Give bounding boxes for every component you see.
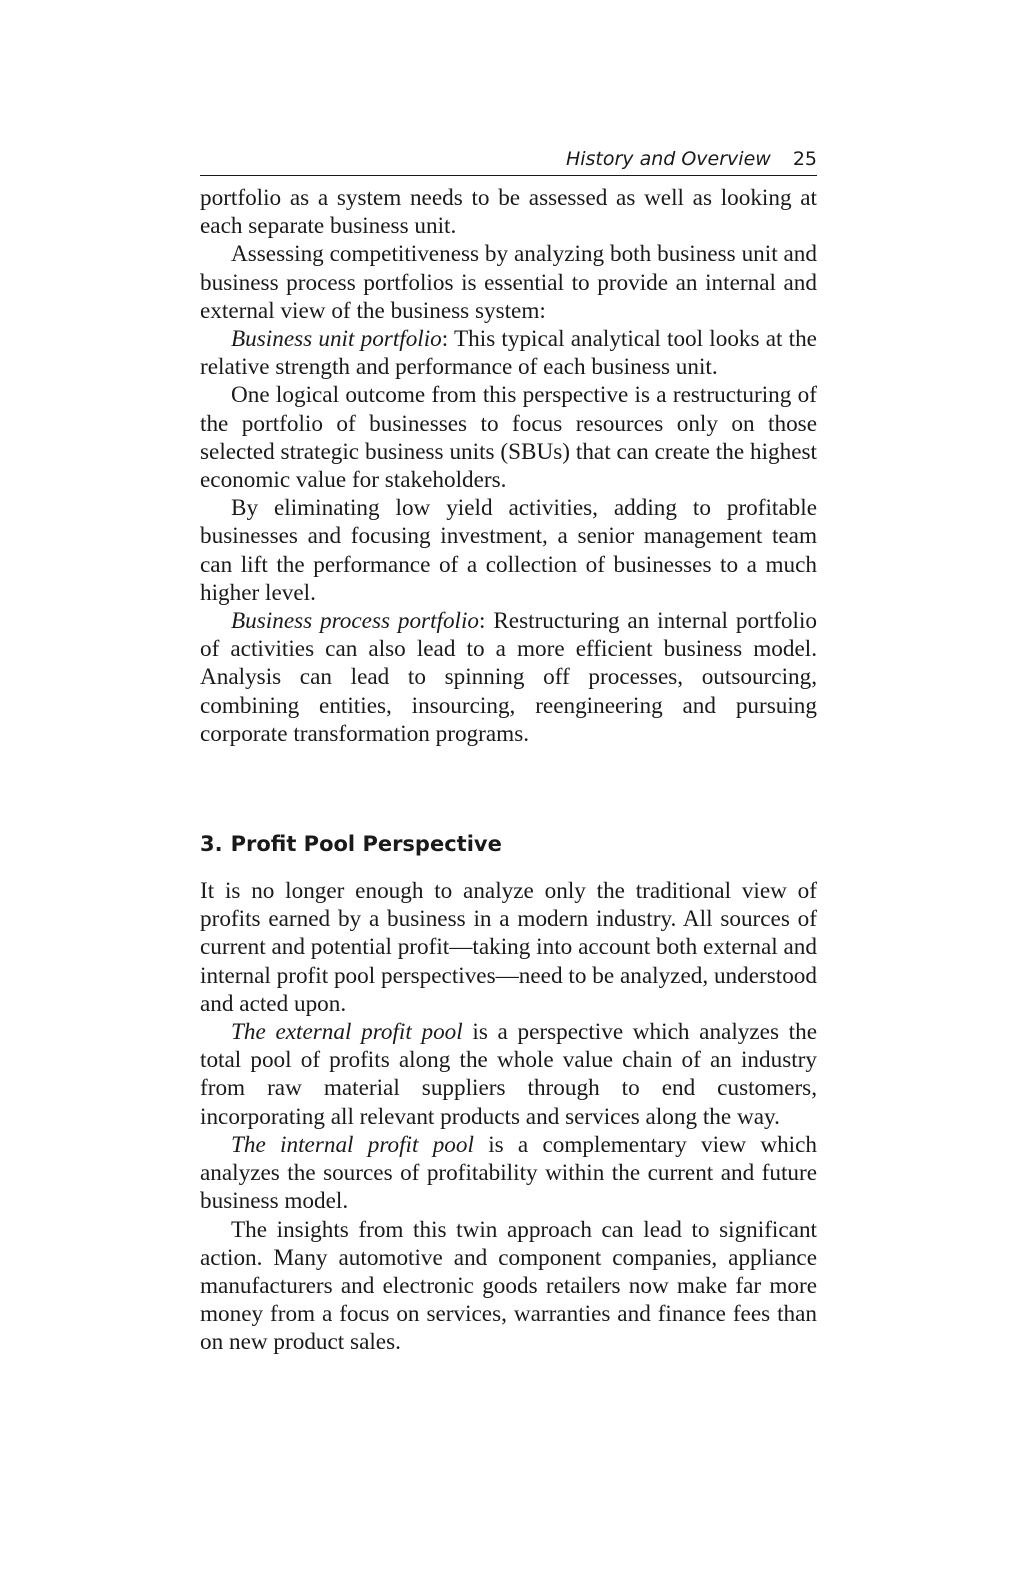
body-text-section-two xyxy=(200,877,817,1356)
paragraph: portfolio as a system needs to be assessed as well as looking at each separate business unit. xyxy=(200,185,817,240)
term-internal-profit-pool: The internal profit pool xyxy=(231,1131,474,1158)
section-heading xyxy=(200,832,817,856)
book-page xyxy=(200,148,817,1357)
paragraph: One logical outcome from this perspective is a restructuring of the portfolio of businesses to focus resources only on those selected strategic business units (SBUs) that can create the highest economic value for stakeholders. xyxy=(200,382,817,494)
running-header xyxy=(200,148,817,176)
paragraph: Business unit portfolio: This typical analytical tool looks at the relative strength and performance of each business unit. xyxy=(200,326,817,381)
section-number: 3. xyxy=(200,832,223,857)
paragraph: Business process portfolio: Restructuring an internal portfolio of activities can also lead to a more efficient business model. Analysis can lead to spinning off processes, outsourcing, combining entities, insourcing, reengineering and pursuing corporate transformation programs. xyxy=(200,608,817,747)
paragraph: It is no longer enough to analyze only the traditional view of profits earned by a business in a modern industry. All sources of current and potential profit—taking into account both external and internal profit pool perspectives—need to be analyzed, understood and acted upon. xyxy=(200,878,817,1017)
term-business-process-portfolio: Business process portfolio xyxy=(231,608,480,635)
section-title: Profit Pool Perspective xyxy=(230,832,502,857)
paragraph: Assessing competitiveness by analyzing both business unit and business process portfolios is essential to provide an internal and external view of the business system: xyxy=(200,241,817,324)
paragraph: By eliminating low yield activities, adding to profitable businesses and focusing investment, a senior management team can lift the performance of a collection of businesses to a much higher level. xyxy=(200,495,817,606)
paragraph: The insights from this twin approach can lead to significant action. Many automotive and component companies, appliance manufacturers and electronic goods retailers now make far more money from a focus on services, warranties and finance fees than on new product sales. xyxy=(200,1216,817,1356)
paragraph: The internal profit pool is a complementary view which analyzes the sources of profitability within the current and future business model. xyxy=(200,1131,817,1215)
term-business-unit-portfolio: Business unit portfolio xyxy=(231,326,442,353)
body-text-section-one xyxy=(200,184,817,748)
term-external-profit-pool: The external profit pool xyxy=(231,1019,463,1046)
page-number: 25 xyxy=(792,148,817,170)
paragraph: The external profit pool is a perspective which analyzes the total pool of profits along the whole value chain of an industry from raw material suppliers through to end customers, incorporating all relevant products and services along the way. xyxy=(200,1019,817,1130)
running-title: History and Overview xyxy=(565,148,771,170)
